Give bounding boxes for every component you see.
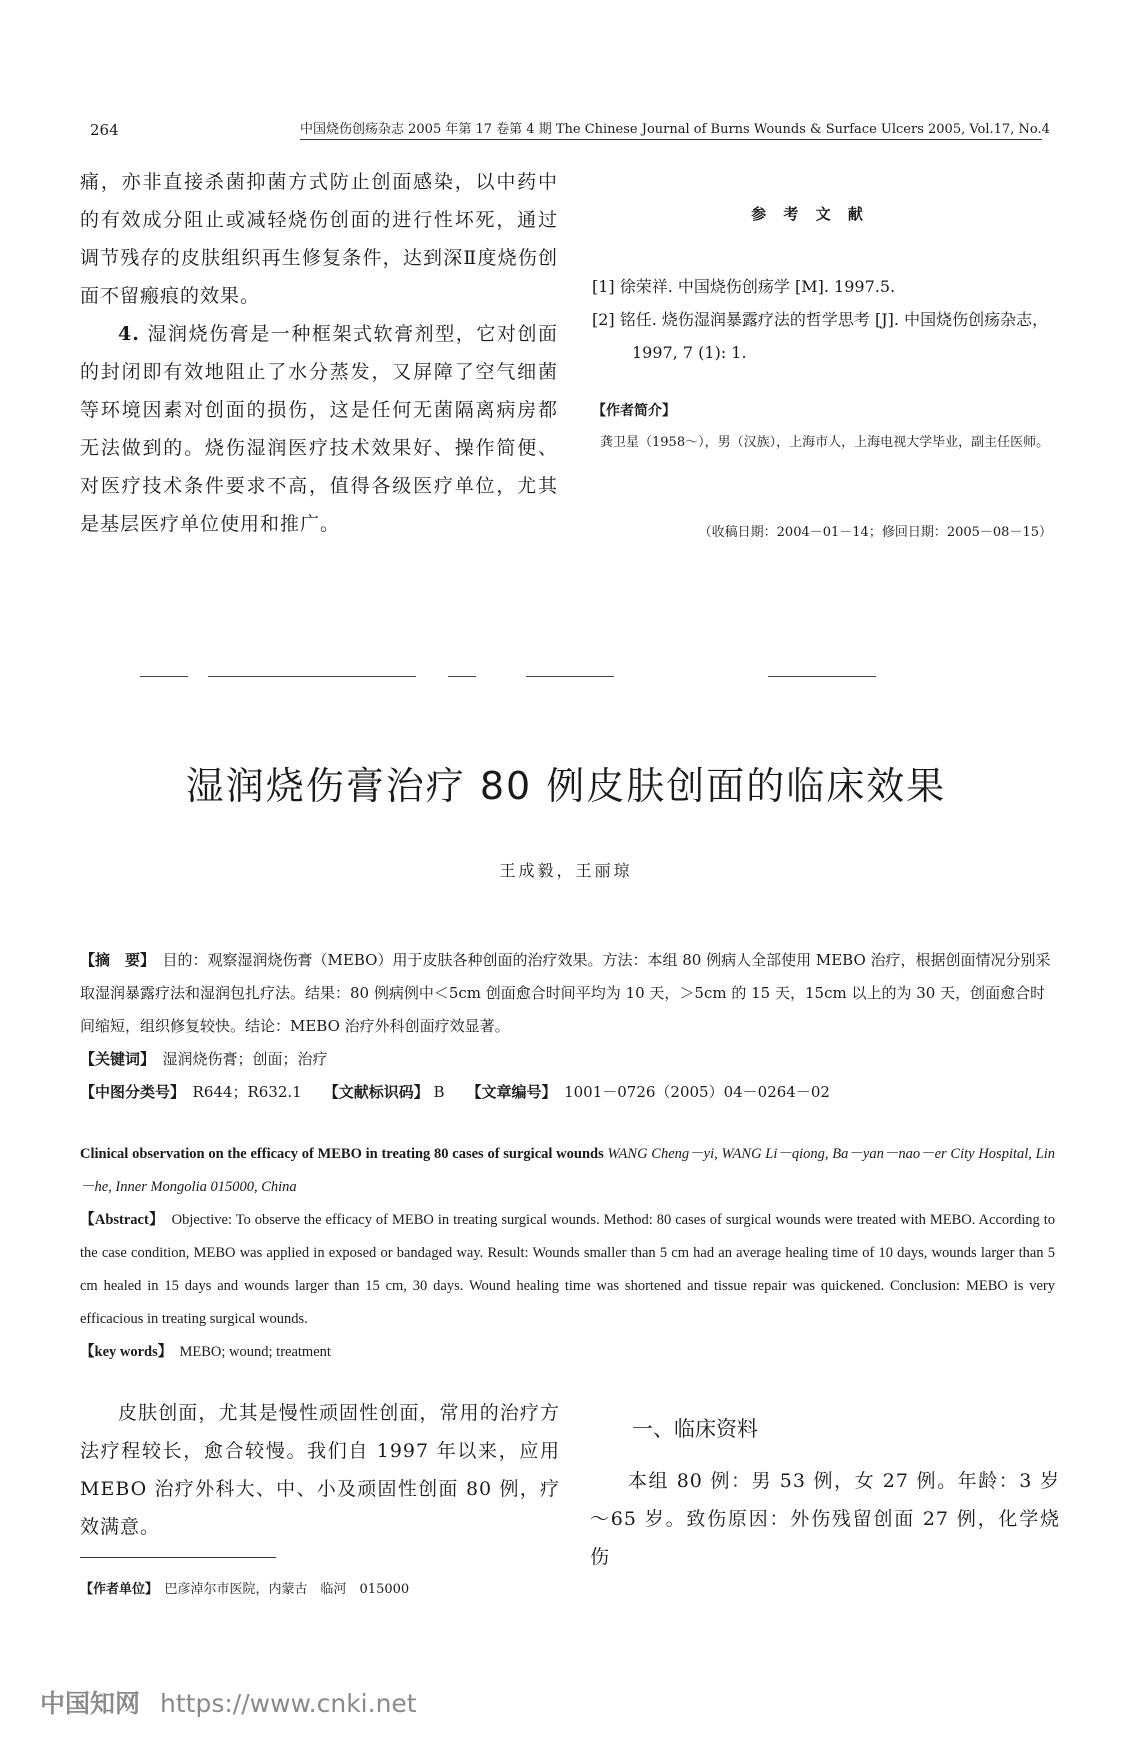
author-affiliation-footnote	[80, 1578, 409, 1597]
reference-item: [1] 徐荣祥. 中国烧伤创疡学 [M]. 1997.5.	[592, 277, 896, 296]
page-number: 264	[90, 121, 119, 139]
paragraph-number: 4.	[118, 323, 140, 345]
running-header: 中国烧伤创疡杂志 2005 年第 17 卷第 4 期 The Chinese Journal of Burns Wounds & Surface Ulcers 2005, Vol.17, No.4	[300, 122, 1050, 137]
keywords-text: 湿润烧伤膏；创面；治疗	[162, 1050, 328, 1068]
separator-dash	[448, 676, 476, 677]
english-title-line	[80, 1138, 1055, 1204]
separator-dash	[140, 676, 188, 677]
affiliation-label: 【作者单位】	[80, 1582, 152, 1597]
affiliation-text: 巴彦淖尔市医院，内蒙古 临河 015000	[164, 1582, 410, 1597]
references-title: 参 考 文 献	[751, 205, 869, 223]
classification-label: 【中图分类号】	[80, 1083, 178, 1101]
intro-column	[80, 1394, 560, 1546]
article-authors: 王成毅，王丽琼	[499, 861, 633, 880]
english-keywords-label: 【key words】	[80, 1344, 165, 1360]
reference-item: [2] 铭任. 烧伤湿润暴露疗法的哲学思考 [J]. 中国烧伤创疡杂志，1997, 7 (1): 1.	[592, 310, 1049, 362]
english-abstract-text: Objective: To observe the efficacy of MEBO in treating surgical wounds. Method: 80 cases of surgical wounds were treated with MEBO. According to the case condition, MEBO was applied in exposed or bandaged way. Result: Wounds smaller than 5 cm had an average healing time of 10 days, wounds larger than 5 cm healed in 15 days and wounds larger than 15 cm, 30 days. Wound healing time was shortened and tissue repair was quickened. Conclusion: MEBO is very efficacious in treating surgical wounds.	[80, 1212, 1056, 1327]
document-code-label: 【文献标识码】	[323, 1083, 429, 1101]
header-rule	[300, 139, 1042, 140]
previous-article-paragraph-4	[80, 315, 558, 543]
english-affiliation: WANG Cheng－yi, WANG Li－qiong, Ba－yan－nao－er City Hospital, Lin－he, Inner Mongolia 015000, China	[80, 1146, 1056, 1195]
previous-article-paragraph: 痛，亦非直接杀菌抑菌方式防止创面感染，以中药中的有效成分阻止或减轻烧伤创面的进行性坏死，通过调节残存的皮肤组织再生修复条件，达到深Ⅱ度烧伤创面不留瘢痕的效果。	[80, 171, 558, 307]
english-keywords-text: MEBO; wound; treatment	[179, 1344, 331, 1360]
classification-line	[80, 1076, 1055, 1109]
footnote-rule	[80, 1557, 276, 1558]
cnki-logo: 中国知网	[40, 1689, 141, 1718]
english-abstract-label: 【Abstract】	[80, 1212, 157, 1228]
abstract-text: 目的：观察湿润烧伤膏（MEBO）用于皮肤各种创面的治疗效果。方法：本组 80 例病人全部使用 MEBO 治疗，根据创面情况分别采取湿润暴露疗法和湿润包扎疗法。结果：80 例病例中＜5cm 创面愈合时间平均为 10 天，＞5cm 的 15 天，15cm 以上的为 30 天，创面愈合时间缩短，组织修复较快。结论：MEBO 治疗外科创面疗效显著。	[80, 951, 1051, 1035]
previous-article-text	[80, 163, 558, 543]
cnki-url: https://www.cnki.net	[160, 1689, 417, 1718]
clinical-data-column	[590, 1462, 1060, 1576]
document-code-value: B	[433, 1083, 445, 1101]
english-abstract	[80, 1138, 1055, 1369]
article-title: 湿润烧伤膏治疗 80 例皮肤创面的临床效果	[185, 764, 947, 808]
author-intro-label: 【作者简介】	[592, 403, 676, 419]
received-dates: （收稿日期：2004－01－14；修回日期：2005－08－15）	[698, 525, 1052, 540]
abstract-paragraph	[80, 944, 1055, 1043]
intro-paragraph: 皮肤创面，尤其是慢性顽固性创面，常用的治疗方法疗程较长，愈合较慢。我们自 1997 年以来，应用 MEBO 治疗外科大、中、小及顽固性创面 80 例，疗效满意。	[80, 1402, 560, 1538]
chinese-abstract	[80, 944, 1055, 1109]
english-abstract-paragraph	[80, 1204, 1055, 1336]
article-number-value: 1001－0726（2005）04－0264－02	[564, 1083, 830, 1101]
paragraph-text: 湿润烧伤膏是一种框架式软膏剂型，它对创面的封闭即有效地阻止了水分蒸发，又屏障了空气细菌等环境因素对创面的损伤，这是任何无菌隔离病房都无法做到的。烧伤湿润医疗技术效果好、操作简便、对医疗技术条件要求不高，值得各级医疗单位，尤其是基层医疗单位使用和推广。	[80, 323, 558, 535]
keywords-label: 【关键词】	[80, 1050, 148, 1068]
keywords-line	[80, 1043, 1055, 1076]
cnki-watermark	[40, 1684, 417, 1720]
article-separator	[140, 676, 970, 678]
section-heading: 一、临床资料	[632, 1417, 758, 1441]
article-number-label: 【文章编号】	[466, 1083, 550, 1101]
separator-dash	[768, 676, 876, 677]
english-keywords-line	[80, 1336, 1055, 1369]
english-title: Clinical observation on the efficacy of MEBO in treating 80 cases of surgical wounds	[80, 1146, 604, 1162]
separator-dash	[208, 676, 416, 677]
reference-list	[592, 270, 1062, 369]
classification-value: R644；R632.1	[192, 1083, 302, 1101]
separator-dash	[526, 676, 614, 677]
abstract-label: 【摘 要】	[80, 951, 148, 969]
clinical-data-paragraph: 本组 80 例：男 53 例，女 27 例。年龄：3 岁～65 岁。致伤原因：外伤残留创面 27 例，化学烧伤	[590, 1470, 1060, 1568]
author-intro: 龚卫星（1958～），男（汉族），上海市人，上海电视大学毕业，副主任医师。	[600, 435, 1050, 450]
